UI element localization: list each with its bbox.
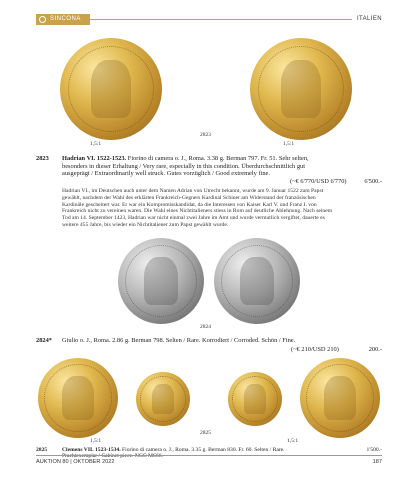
lot-title-2824: Giulio o. J., Roma. bbox=[62, 337, 111, 344]
coin-image-2823-reverse bbox=[250, 38, 352, 140]
lot-description-2825 bbox=[62, 447, 312, 460]
lot-price-2823: 6'500.- bbox=[364, 178, 382, 185]
header-divider bbox=[90, 19, 352, 20]
lot-estimate-2823: (~€ 6'770/USD 6'770) bbox=[290, 178, 347, 185]
lot-details-2825: Fiorino di camera o. J., Roma. 3.35 g. Berman 830. Fr. 60. Selten / Rare. Prachtexemplar / Cabinet piece. NGC MS66. bbox=[62, 447, 285, 460]
scale-right-2825: 1,5:1 bbox=[287, 438, 299, 444]
coin-image-2825-reverse-large bbox=[300, 358, 380, 438]
scale-left-2825: 1,5:1 bbox=[90, 438, 102, 444]
image-label-2825: 2825 bbox=[200, 430, 211, 436]
coin-image-2825-reverse bbox=[228, 372, 282, 426]
lot-details-2823: Fiorino di camera o. J., Roma. 3.38 g. Berman 797. Fr. 51. Sehr selten, besonders in dieser Erhaltung / Very rare, especially in this condition. Überdurchschnittlich gut ausgeprägt / Extraordinarily well struck. Gutes vorzüglich / Good extremely fine. bbox=[62, 155, 309, 178]
coin-image-2825-obverse-large bbox=[38, 358, 118, 438]
coin-image-2824-obverse bbox=[118, 238, 204, 324]
scale-left-2823: 1,5:1 bbox=[90, 141, 102, 147]
page-header bbox=[36, 14, 382, 28]
scale-right-2823: 1,5:1 bbox=[283, 141, 295, 147]
coin-image-2824-reverse bbox=[214, 238, 300, 324]
coin-image-2825-obverse bbox=[136, 372, 190, 426]
footer-auction-info: AUKTION 80 | OKTOBER 2022 bbox=[36, 459, 115, 465]
lot-description-2823 bbox=[62, 155, 332, 178]
coin-image-2823-obverse bbox=[60, 38, 162, 140]
brand-name: SINCONA bbox=[50, 16, 81, 22]
lot-title-2825: Clemens VII. 1523-1534. bbox=[62, 447, 121, 453]
page-footer bbox=[36, 455, 382, 465]
brand-logo-icon bbox=[39, 16, 46, 23]
lot-details-2824: 2.86 g. Berman 798. Selten / Rare. Korrodiert / Corroded. Schön / Fine. bbox=[112, 337, 296, 344]
lot-price-2825: 1'500.- bbox=[366, 447, 382, 453]
brand-logo bbox=[36, 14, 90, 25]
lot-description-2824 bbox=[62, 337, 332, 345]
image-label-2823: 2823 bbox=[200, 132, 211, 138]
lot-note-2823: Hadrian VI., im Deutschen auch unter dem Namen Adrian von Utrecht bekannt, wurde am 9. Januar 1522 zum Papst gewählt, nachdem der Wahl des erklärten Frankreich-Gegners Kardinal Schiner am Widerstand der französischen Kardinäle gescheitert war. Er war ein Kompromisskandidat, da die Interessen von Kaiser Karl V. und Franz I. von Frankreich nicht zu vereinen waren. Die Wahl eines Nichtitalieners stiess in Rom auf deutliche Ablehnung. Nach seinem Tod am 14. September 1423, Hadrian war nicht einmal zwei Jahre im Amt und wurde vermutlich vergiftet, dauerte es weitere 455 Jahre, bis wieder ein Nichtitaliener zum Papst gewählt wurde. bbox=[62, 188, 333, 228]
lot-price-2824: 200.- bbox=[368, 346, 382, 353]
section-title: ITALIEN bbox=[356, 16, 382, 22]
lot-number-2825: 2825 bbox=[36, 447, 48, 453]
lot-title-2823: Hadrian VI. 1522-1523. bbox=[62, 155, 127, 162]
page-number: 187 bbox=[372, 459, 382, 465]
lot-number-2824: 2824* bbox=[36, 337, 52, 344]
lot-number-2823: 2823 bbox=[36, 155, 49, 162]
image-label-2824: 2824 bbox=[200, 324, 211, 330]
lot-estimate-2824: (~€ 210/USD 210) bbox=[291, 346, 339, 353]
